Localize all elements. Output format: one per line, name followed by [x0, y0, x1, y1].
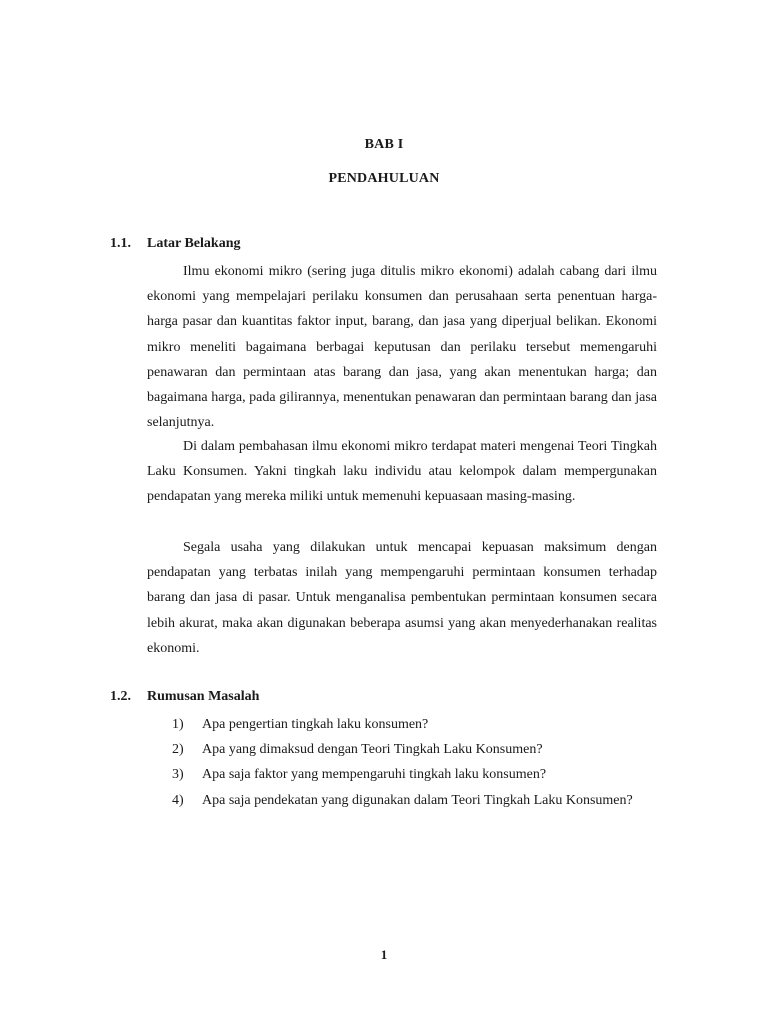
- list-item: [172, 788, 657, 813]
- section-number: 1.2.: [110, 689, 131, 704]
- list-item-text: Apa saja faktor yang mempengaruhi tingkah laku konsumen?: [202, 767, 547, 783]
- paragraph: Segala usaha yang dilakukan untuk mencapai kepuasan maksimum dengan pendapatan yang terbatas inilah yang mempengaruhi permintaan konsumen terhadap barang dan jasa di pasar. Untuk menganalisa pembentukan permintaan konsumen secara lebih akurat, maka akan digunakan beberapa asumsi yang akan menyederhanakan realitas ekonomi.: [147, 540, 657, 656]
- section-heading-rumusan-masalah: [110, 689, 259, 705]
- list-item-number: 3): [172, 767, 184, 783]
- chapter-number: BAB I: [364, 137, 404, 152]
- question-list: [172, 712, 657, 813]
- list-item-number: 2): [172, 742, 184, 758]
- list-item: [172, 712, 657, 737]
- list-item-number: 1): [172, 717, 184, 732]
- list-item: [172, 762, 657, 787]
- list-item: [172, 737, 657, 762]
- section-heading-latar-belakang: [110, 236, 240, 252]
- paragraph: Ilmu ekonomi mikro (sering juga ditulis mikro ekonomi) adalah cabang dari ilmu ekonomi yang mempelajari perilaku konsumen dan perusahaan serta penentuan harga-harga pasar dan kuantitas faktor input, barang, dan jasa yang diperjual belikan. Ekonomi mikro meneliti bagaimana berbagai keputusan dan perilaku tersebut memengaruhi penawaran dan permintaan atas barang dan jasa, yang akan menentukan harga; dan bagaimana harga, pada gilirannya, menentukan penawaran dan permintaan barang dan jasa selanjutnya.: [147, 264, 657, 431]
- list-item-text: Apa saja pendekatan yang digunakan dalam Teori Tingkah Laku Konsumen?: [202, 792, 633, 808]
- paragraph: Di dalam pembahasan ilmu ekonomi mikro terdapat materi mengenai Teori Tingkah Laku Konsumen. Yakni tingkah laku individu atau kelompok dalam mempergunakan pendapatan yang mereka miliki untuk memenuhi kepuasaan masing-masing.: [147, 439, 657, 505]
- list-item-text: Apa yang dimaksud dengan Teori Tingkah Laku Konsumen?: [202, 742, 543, 758]
- section-number: 1.1.: [110, 236, 131, 251]
- section-title: Latar Belakang: [147, 236, 241, 251]
- list-item-text: Apa pengertian tingkah laku konsumen?: [202, 717, 429, 732]
- chapter-title: PENDAHULUAN: [328, 171, 440, 186]
- list-item-number: 4): [172, 792, 184, 808]
- section-title: Rumusan Masalah: [147, 689, 260, 704]
- page-number: 1: [380, 947, 388, 962]
